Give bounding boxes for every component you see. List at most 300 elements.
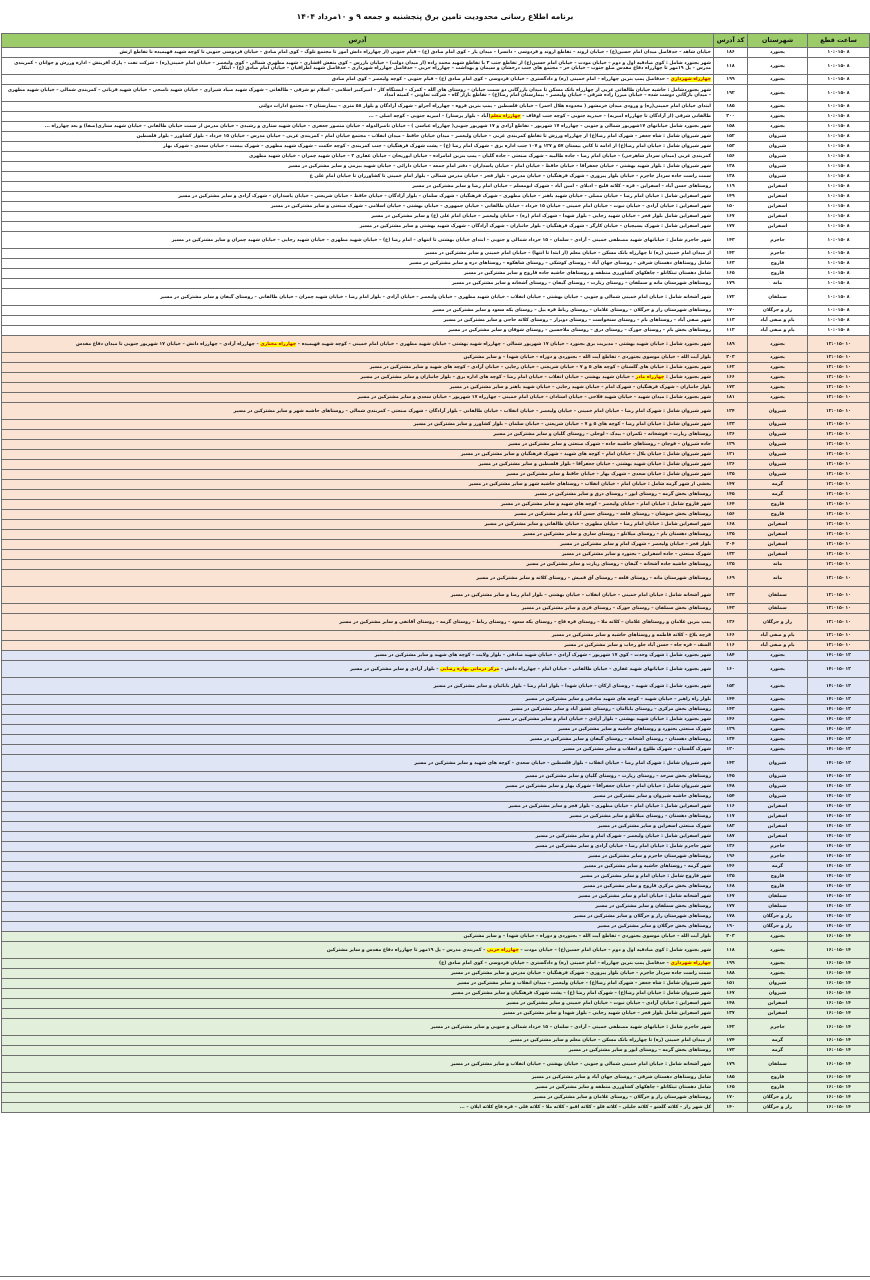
table-row (2, 1073, 870, 1083)
table-row (2, 822, 870, 832)
cell-city: راز و جرگلان (748, 1093, 808, 1103)
cell-time: ۱۲ -۱۴:۰۱۵ (808, 872, 870, 882)
cell-time: ۸ -۱۰:۰۱۵ (808, 58, 870, 75)
cell-address: روستاهای دهستان بام – روستای میلانلو – روستای ساری و سایر مشترکین در مسیر (2, 530, 714, 540)
cell-address: شهر جاجرم شامل : خیابان امام رضا – خیابان آزادی و سایر مشترکین در مسیر (2, 842, 714, 852)
table-row (2, 75, 870, 85)
table-row (2, 641, 870, 651)
cell-city: اسفراین (748, 999, 808, 1009)
cell-code: ۱۶۲ (714, 363, 748, 373)
cell-city: شیروان (748, 430, 808, 440)
cell-city: اسفراین (748, 832, 808, 842)
cell-code: ۱۸۸ (714, 969, 748, 979)
cell-time: ۱۲ -۱۴:۰۱۵ (808, 842, 870, 852)
cell-city: فاروج (748, 1083, 808, 1093)
cell-city: فاروج (748, 510, 808, 520)
table-row (2, 772, 870, 782)
cell-address: شهر اسفراین : خیابان آزادی – خیابان نبوت – خیابان امام خمینی – خیابان ۱۵ خرداد – خیابان طالقانی – خیابان جمهوری – خیابان بهشتی – خیابان اسلامی – شهرک صنعتی و سایر مشترکین در مسیر (2, 202, 714, 212)
cell-city: بجنورد (748, 695, 808, 705)
cell-code: ۱۵۱ (714, 979, 748, 989)
table-row (2, 510, 870, 520)
table-row (2, 989, 870, 999)
table-row (2, 1009, 870, 1019)
table-row (2, 802, 870, 812)
cell-address: شهر شیروان شامل : خیابان امام رضا – کوچه های ۵ و ۷ – خیابان شریعتی – خیابان سلمان – بلوار کشاورز و سایر مشترکین در مسیر (2, 420, 714, 430)
table-row (2, 112, 870, 122)
cell-code: ۱۴۶ (714, 715, 748, 725)
cell-code: ۱۴۰ (714, 1103, 748, 1113)
highlighted-text: مرکز درمانی بهاره رضایی (440, 666, 500, 672)
table-row (2, 892, 870, 902)
cell-address: شهر صفی آباد – روستاهای بام – روستای سنخواست – روستای دوبرار – روستای کلاته حاجی و سایر مشترکین در مسیر (2, 316, 714, 326)
cell-code: ۱۶۶ (714, 373, 748, 383)
cell-time: ۸ -۱۰:۰۱۵ (808, 152, 870, 162)
cell-time: ۱۲ -۱۴:۰۱۵ (808, 802, 870, 812)
cell-time: ۱۲ -۱۴:۰۱۵ (808, 912, 870, 922)
cell-time: ۱۰ -۱۲:۰۱۵ (808, 604, 870, 614)
cell-city: بام و صفی آباد (748, 641, 808, 651)
cell-address: شهر اسفراین شامل : خیابان امام – خیابان مطهری – بلوار فجر و سایر مشترکین در مسیر (2, 802, 714, 812)
cell-time: ۱۰ -۱۲:۰۱۵ (808, 430, 870, 440)
cell-city: شیروان (748, 450, 808, 460)
table-row (2, 1103, 870, 1113)
table-row (2, 403, 870, 420)
cell-time: ۸ -۱۰:۰۱۵ (808, 132, 870, 142)
cell-time: ۸ -۱۰:۰۱۵ (808, 75, 870, 85)
cell-address: شهر بجنورد شامل : شهرک شهید – روستای ارکان – خیابان شهدا – بلوار امام رضا – بلوار بابائیان و سایر مشترکین در مسیر (2, 678, 714, 695)
cell-address: روستاهای دهستان – روستای میلانلو و سایر مشترکین در مسیر (2, 812, 714, 822)
cell-city: بجنورد (748, 745, 808, 755)
cell-code: ۱۳۵ (714, 872, 748, 882)
cell-code: ۱۶۵ (714, 1083, 748, 1093)
table-row (2, 212, 870, 222)
cell-code: ۱۴۲ (714, 755, 748, 772)
cell-code: ۱۳۳ (714, 587, 748, 604)
cell-city: اسفراین (748, 192, 808, 202)
cell-code: ۱۷۷ (714, 222, 748, 232)
cell-code: ۱۲۶ (714, 460, 748, 470)
cell-address: قرچه بلاغ – کلاته فاطمه و روستاهای حاشیه و سایر مشترکین در مسیر (2, 631, 714, 641)
table-row (2, 735, 870, 745)
cell-city: سملقان (748, 604, 808, 614)
cell-code: ۱۱۳ (714, 316, 748, 326)
cell-time: ۱۲ -۱۴:۰۱۵ (808, 745, 870, 755)
table-row (2, 614, 870, 631)
cell-address: شهرک صنعتی بجنورد و روستاهای حاشیه و سایر مشترکین در مسیر (2, 725, 714, 735)
cell-time: ۱۰ -۱۲:۰۱۵ (808, 530, 870, 540)
cell-city: بجنورد (748, 959, 808, 969)
cell-time: ۸ -۱۰:۰۱۵ (808, 249, 870, 259)
cell-time: ۱۰ -۱۲:۰۱۵ (808, 570, 870, 587)
table-row (2, 755, 870, 772)
cell-city: شیروان (748, 772, 808, 782)
table-row (2, 152, 870, 162)
highlighted-text: چهارراه معلم (490, 114, 521, 119)
cell-time: ۱۰ -۱۲:۰۱۵ (808, 500, 870, 510)
cell-city: جاجرم (748, 1019, 808, 1036)
cell-city: شیروان (748, 989, 808, 999)
cell-address: روستاهای زیارت – قوشخانه – تکمران – بیدک – لوجلی – روستای گلیان و سایر مشترکین در مسیر (2, 430, 714, 440)
cell-address: روستاهای حسن آباد – اسفراین – قره – کلاته قلیچ – ادبلای – امین آباد – شهرک ابومسلم – خیابان امام رضا و سایر مشترکین در مسیر (2, 182, 714, 192)
cell-address: روستاهای شهرستان مانه – روستای قلعه – روستای آق قمیش – روستای کلاته و سایر مشترکین در مسیر (2, 570, 714, 587)
cell-city: اسفراین (748, 1009, 808, 1019)
cell-time: ۱۰ -۱۲:۰۱۵ (808, 363, 870, 373)
cell-address: شامل دهستان تیتکانلو – چاهکهای کشاورزی منطقه و سایر مشترکین در مسیر (2, 1083, 714, 1093)
cell-address: روستاهای بخش گرمه – روستای ایور – روستای درق و سایر مشترکین در مسیر (2, 490, 714, 500)
table-row (2, 852, 870, 862)
cell-city: بجنورد (748, 353, 808, 363)
cell-code: ۱۸۷ (714, 832, 748, 842)
cell-code: ۱۳۸ (714, 162, 748, 172)
table-row (2, 725, 870, 735)
cell-time: ۸ -۱۰:۰۱۵ (808, 85, 870, 102)
cell-city: شیروان (748, 979, 808, 989)
cell-time: ۱۴ -۱۶:۰۱۵ (808, 1009, 870, 1019)
cell-city: بجنورد (748, 661, 808, 678)
cell-time: ۱۰ -۱۲:۰۱۵ (808, 614, 870, 631)
cell-address: روستاهای شهرستان جاجرم و سایر مشترکین در مسیر (2, 852, 714, 862)
cell-address: روستاهای شهرستان راز و جرگلان – روستای غلامان – روستای رباط قره بیل – روستای یکه سعود و سایر مشترکین در مسیر (2, 306, 714, 316)
table-row (2, 969, 870, 979)
cell-address: شامل روستاهای دهستان شرقی – روستای جهان آباد – روستای کوشکی – روستای شاهکوه – روستاهای دره و سایر مشترکین در مسیر (2, 259, 714, 269)
table-row (2, 279, 870, 289)
cell-code: ۱۲۹ (714, 725, 748, 735)
cell-address: طالقانی شرقی (از آزادگان تا چهارراه امیریه) – حیدریه جنوبی – کوچه جنب اوقاف – چهارراه معلم(آباد – بلوار پرستار) – امیریه جنوبی – کوچه اصلی – ... (2, 112, 714, 122)
cell-code: ۱۷۰ (714, 1093, 748, 1103)
cell-city: اسفراین (748, 540, 808, 550)
cell-city: بجنورد (748, 102, 808, 112)
cell-city: شیروان (748, 470, 808, 480)
table-row (2, 353, 870, 363)
cell-address: سمت راست جاده سردار جاجرم – خیابان بلوار پیروزی – شهرک فرهنگیان – خیابان مدرس و سایر مشترکین در مسیر (2, 969, 714, 979)
cell-city: مانه (748, 279, 808, 289)
cell-time: ۱۴ -۱۶:۰۱۵ (808, 999, 870, 1009)
cell-time: ۱۴ -۱۶:۰۱۵ (808, 1073, 870, 1083)
cell-code: ۱۴۵ (714, 490, 748, 500)
cell-code: ۱۹۶ (714, 852, 748, 862)
table-row (2, 932, 870, 942)
table-row (2, 172, 870, 182)
table-row (2, 249, 870, 259)
cell-code: ۱۷۲ (714, 289, 748, 306)
table-header-row (2, 34, 870, 48)
table-row (2, 289, 870, 306)
cell-time: ۱۰ -۱۲:۰۱۵ (808, 560, 870, 570)
cell-address: چهارراه شهرداری – حدفاصل پمپ بنزین چهارراه – امام خمینی (ره) و دادگستری – خیابان فردوسی – کوی امام صادق (ع) – قیام جنوبی – کوچه ولیعصر – کوی امام صادق (2, 75, 714, 85)
cell-city: شیروان (748, 172, 808, 182)
cell-time: ۸ -۱۰:۰۱۵ (808, 232, 870, 249)
header-address: آدرس (2, 34, 714, 48)
table-row (2, 1093, 870, 1103)
cell-time: ۸ -۱۰:۰۱۵ (808, 316, 870, 326)
cell-address: کمربندی غربی (میدان سردار شاهرخی) – خیابان امام رضا – جاده طالبیه – شهرک صنعتی – جاده گلیان – پمپ بنزین امامزاده – خیابان ابوریحان – خیابان غفاری ۲ – خیابان شهید چمران – خیابان شهید مطهری (2, 152, 714, 162)
cell-address: روستاهای بخش سرحد – روستای زیارت – روستای گلیان و سایر مشترکین در مسیر (2, 772, 714, 782)
cell-time: ۱۴ -۱۶:۰۱۵ (808, 942, 870, 959)
cell-address: از میدان امام خمینی (ره) تا چهارراه بانک مسکن – خیابان معلم و سایر مشترکین در مسیر (2, 1036, 714, 1046)
cell-city: مانه (748, 560, 808, 570)
cell-code: ۱۶۳ (714, 259, 748, 269)
cell-code: ۱۸۵ (714, 1073, 748, 1083)
cell-city: جاجرم (748, 842, 808, 852)
cell-code: ۱۱۸ (714, 58, 748, 75)
table-row (2, 959, 870, 969)
cell-city: اسفراین (748, 520, 808, 530)
table-row (2, 1019, 870, 1036)
cell-code: ۱۵۶ (714, 152, 748, 162)
cell-code: ۱۳۷ (714, 1009, 748, 1019)
table-row (2, 745, 870, 755)
table-row (2, 832, 870, 842)
cell-city: بجنورد (748, 48, 808, 58)
cell-city: بجنورد (748, 58, 808, 75)
cell-address: روستاهای بخش جرگلان و سایر مشترکین در مسیر (2, 922, 714, 932)
cell-address: شهر شیروان شامل : خیابان شهید بهشتی – خیابان جعفرآقا – بلوار فلسطین و سایر مشترکین در مسیر (2, 460, 714, 470)
table-row (2, 132, 870, 142)
cell-address: شهر فاروج شامل : خیابان امام و سایر مشترکین در مسیر (2, 872, 714, 882)
table-row (2, 872, 870, 882)
cell-code: ۱۱۷ (714, 812, 748, 822)
table-row (2, 902, 870, 912)
cell-code: ۱۶۷ (714, 892, 748, 902)
cell-time: ۸ -۱۰:۰۱۵ (808, 122, 870, 132)
cell-city: گرمه (748, 1046, 808, 1056)
cell-time: ۱۴ -۱۶:۰۱۵ (808, 1046, 870, 1056)
cell-time: ۱۲ -۱۴:۰۱۵ (808, 822, 870, 832)
cell-address: کل شهر راز – کلاته گلشو – کلاته خلیلی – کلاته قلو – کلاته اقبو – کلاته ملا – کلاته قلی – قره قاچ کلاته ایلان – ... (2, 1103, 714, 1113)
table-row (2, 373, 870, 383)
cell-code: ۱۴۷ (714, 480, 748, 490)
cell-code: ۱۴۶ (714, 862, 748, 872)
table-row (2, 661, 870, 678)
cell-code: ۱۷۹ (714, 1056, 748, 1073)
table-row (2, 162, 870, 172)
cell-city: گرمه (748, 480, 808, 490)
cell-time: ۱۲ -۱۴:۰۱۵ (808, 705, 870, 715)
cell-code: ۱۴۹ (714, 192, 748, 202)
cell-code: ۱۱۲ (714, 326, 748, 336)
cell-time: ۸ -۱۰:۰۱۵ (808, 259, 870, 269)
cell-city: بجنورد (748, 373, 808, 383)
cell-city: فاروج (748, 500, 808, 510)
cell-time: ۱۴ -۱۶:۰۱۵ (808, 1083, 870, 1093)
cell-address: شهر اسفراین شامل : شهرک بسیجیان – خیابان کارگر – شهرک فرهنگیان – بلوار جانبازان – شهرک آزادگان – شهرک شهید بهشتی و سایر مشترکین در مسیر (2, 222, 714, 232)
table-bottom-rule (0, 1276, 870, 1277)
cell-code: ۱۶۷ (714, 989, 748, 999)
cell-address: شهر شیروان شامل : شهرک امام رضا – خیابان امام خمینی – خیابان ولیعصر – خیابان انقلاب – خیابان طالقانی – بلوار آزادگان – شهرک صنعتی – کمربندی شمالی – روستاهای حاشیه شهر و سایر مشترکین در مسیر (2, 403, 714, 420)
cell-time: ۱۲ -۱۴:۰۱۵ (808, 852, 870, 862)
cell-address: شهر شیروان شامل : خیابان امام رضا(ع) – شهرک امام رضا (ع) – پشت شهرک فرهنگیان و سایر مشترکین در مسیر (2, 989, 714, 999)
cell-time: ۱۰ -۱۲:۰۱۵ (808, 631, 870, 641)
table-row (2, 922, 870, 932)
table-row (2, 48, 870, 58)
cell-city: سملقان (748, 902, 808, 912)
cell-city: بام و صفی آباد (748, 631, 808, 641)
cell-city: بجنورد (748, 75, 808, 85)
cell-address: خیابان شاهد – حدفاصل میدان امام حسین(ع) – خیابان اروند – تقاطع اروند و فردوسی – دانسرا – میدان یار – کوی امام صادق (ع) – قیام جنوبی (از چهارراه دانش آموز تا مجتمع تلوگ – کوی امام صادق – خیابان فردوسی جنوبی تا کوچه شهید فهیمیده تا تقاطع ارتش (2, 48, 714, 58)
cell-city: فاروج (748, 1073, 808, 1083)
cell-city: بجنورد (748, 651, 808, 661)
cell-address: شهر اسفراین شامل : خیابان امام رضا – خیابان مصلی – خیابان شهید باهنر – خیابان مطهری – شهرک فرهنگیان – شهرک سلمان – بلوار آزادگان – خیابان حافظ – خیابان شریعتی – خیابان پاسداران – شهرک آزادی و سایر مشترکین در مسیر (2, 192, 714, 202)
cell-code: ۱۵۲ (714, 132, 748, 142)
cell-address: بلوار فجر – خیابان ولیعصر – شهرک امام و سایر مشترکین در مسیر (2, 540, 714, 550)
page-title: برنامه اطلاع رسانی محدودیت تامین برق پنجشنبه و جمعه ۹ و ۱۰مرداد ۱۴۰۴ (296, 12, 574, 21)
cell-city: جاجرم (748, 232, 808, 249)
cell-code: ۱۴۲ (714, 1019, 748, 1036)
cell-address: شهر اسفراین شامل : خیابان امام رضا – خیابان مطهری – خیابان طالقانی و سایر مشترکین در مسیر (2, 520, 714, 530)
table-row (2, 393, 870, 403)
cell-time: ۸ -۱۰:۰۱۵ (808, 222, 870, 232)
cell-time: ۱۲ -۱۴:۰۱۵ (808, 755, 870, 772)
table-row (2, 842, 870, 852)
cell-address: شهر شیروان شامل : بلوار شهید بهشتی – خیابان جعفرآقا – خیابان حافظ – خیابان امام – خیابان پاسداران – دفتر امام جمعه – خیابان دارائی – خیابان شهید بیرمی و سایر مشترکین در مسیر (2, 162, 714, 172)
table-row (2, 480, 870, 490)
table-row (2, 85, 870, 102)
table-row (2, 540, 870, 550)
cell-city: اسفراین (748, 550, 808, 560)
cell-code: ۱۹۹ (714, 959, 748, 969)
cell-address: شهر آشخانه شامل : خیابان امام خمینی – خیابان انقلاب – خیابان بهشتی – بلوار امام رضا و سایر مشترکین در مسیر (2, 587, 714, 604)
cell-time: ۱۲ -۱۴:۰۱۵ (808, 725, 870, 735)
cell-time: ۱۰ -۱۲:۰۱۵ (808, 460, 870, 470)
cell-time: ۸ -۱۰:۰۱۵ (808, 306, 870, 316)
table-row (2, 862, 870, 872)
cell-address: روستاهای شهرستان مانه و سملقان – روستای زیارت – روستای گیفان – روستای آشخانه و سایر مشترکین در مسیر (2, 279, 714, 289)
cell-city: بجنورد (748, 932, 808, 942)
cell-time: ۱۰ -۱۲:۰۱۵ (808, 403, 870, 420)
cell-address: شهر بجنورد شامل : شهرک وحدت – کوی ۱۷ شهریور – شهرک آزادی – خیابان شهید صادقی – بلوار ولایت – کوچه های شهید و سایر مشترکین در مسیر (2, 651, 714, 661)
cell-time: ۱۴ -۱۶:۰۱۵ (808, 989, 870, 999)
cell-city: راز و جرگلان (748, 1103, 808, 1113)
table-row (2, 470, 870, 480)
cell-address: شهر جاجرم شامل : خیابانهای شهید مصطفی خمینی – آزادی – سلمان – ۱۵ خرداد شمالی و جنوبی – ابتدای خیابان بهشتی تا انتهای – امام رضا (ع) – خیابان شهید مطهری – خیابان شهید رجایی – خیابان شهید چمران و سایر مشترکین در مسیر (2, 232, 714, 249)
cell-time: ۱۴ -۱۶:۰۱۵ (808, 1019, 870, 1036)
cell-code: ۱۵۳ (714, 142, 748, 152)
header-code: کد آدرس (714, 34, 748, 48)
cell-code: ۱۸۵ (714, 102, 748, 112)
cell-code: ۱۷۴ (714, 1036, 748, 1046)
cell-code: ۱۷۷ (714, 902, 748, 912)
table-row (2, 782, 870, 792)
cell-code: ۱۷۰ (714, 306, 748, 316)
table-row (2, 222, 870, 232)
cell-address: روستاهای بخش بام – روستای جوزک – روستای درق – روستای ملاحسین – روستای شوقان و سایر مشترکین در مسیر (2, 326, 714, 336)
cell-city: بجنورد (748, 85, 808, 102)
cell-city: راز و جرگلان (748, 614, 808, 631)
cell-time: ۱۴ -۱۶:۰۱۵ (808, 1056, 870, 1073)
cell-address: شهر بجنورد شامل : خیابانهای شهید غفاری – خیابان طالقانی – خیابان امام – چهارراه دانش – مرکز درمانی بهاره رضایی – بلوار آزادی و سایر مشترکین در مسیر (2, 661, 714, 678)
cell-code: ۱۷۹ (714, 279, 748, 289)
table-row (2, 202, 870, 212)
table-row (2, 1036, 870, 1046)
cell-code: ۱۶۵ (714, 269, 748, 279)
cell-address: شهر اسفراین : خیابان آزادی – خیابان نبوت – خیابان امام خمینی و سایر مشترکین در مسیر (2, 999, 714, 1009)
cell-time: ۱۰ -۱۲:۰۱۵ (808, 470, 870, 480)
table-row (2, 430, 870, 440)
table-row (2, 1083, 870, 1093)
cell-city: شیروان (748, 782, 808, 792)
cell-address: شهر شیروان شامل : شاه جعفر – شهرک امام رضا(ع) – خیابان ولیعصر – میدان انقلاب و سایر مشترکین در مسیر (2, 979, 714, 989)
cell-code: ۱۴۵ (714, 772, 748, 782)
table-row (2, 420, 870, 430)
cell-code: ۱۲۱ (714, 450, 748, 460)
cell-code: ۱۴۳ (714, 604, 748, 614)
cell-address: شهر بجنورد شامل : چهارراه مادر – خیابان شهید بهشتی – خیابان انقلاب – خیابان امام رضا – کوچه های اداره برق – بلوار جانبازان و سایر مشترکین در مسیر (2, 373, 714, 383)
table-row (2, 58, 870, 75)
cell-city: شیروان (748, 162, 808, 172)
cell-city: اسفراین (748, 530, 808, 540)
cell-city: بجنورد (748, 942, 808, 959)
cell-time: ۸ -۱۰:۰۱۵ (808, 192, 870, 202)
cell-address: شهر آشخانه شامل : خیابان امام و سایر مشترکین در مسیر (2, 892, 714, 902)
table-row (2, 550, 870, 560)
cell-time: ۱۴ -۱۶:۰۱۵ (808, 979, 870, 989)
cell-address: شهرک گلستان – شهرک طلوع و انقلاب و سایر مشترکین در مسیر (2, 745, 714, 755)
cell-city: فاروج (748, 872, 808, 882)
cell-code: ۱۶۰ (714, 661, 748, 678)
cell-code: ۱۷۳ (714, 383, 748, 393)
cell-address: شهر بجنورد شامل : خیابان شهید بهشتی – مدیریت برق بجنورد – خیابان ۱۷ شهریور شمالی – چهارراه شهید بهشتی – خیابان شهید مطهری – خیابان امام خمینی – کوچه شهید فهیمیده – چهارراه مختاری – چهارراه آزادی – چهارراه دانش – خیابان ۱۷ شهریور جنوبی تا میدان دفاع مقدس (2, 336, 714, 353)
cell-time: ۸ -۱۰:۰۱۵ (808, 212, 870, 222)
cell-time: ۱۰ -۱۲:۰۱۵ (808, 393, 870, 403)
cell-city: بجنورد (748, 725, 808, 735)
cell-time: ۱۲ -۱۴:۰۱۵ (808, 792, 870, 802)
cell-time: ۱۲ -۱۴:۰۱۵ (808, 661, 870, 678)
cell-code: ۱۱۸ (714, 942, 748, 959)
table-row (2, 1056, 870, 1073)
table-row (2, 560, 870, 570)
cell-address: از میدان امام خمینی (ره) تا چهارراه بانک مسکن – خیابان معلم (از ابتدا تا انتها) – خیابان امام خمینی و سایر مشترکین در مسیر (2, 249, 714, 259)
cell-code: ۱۳۶ (714, 614, 748, 631)
cell-city: بجنورد (748, 393, 808, 403)
highlighted-text: چهارراه شهرداری (670, 77, 711, 82)
cell-time: ۱۲ -۱۴:۰۱۵ (808, 862, 870, 872)
cell-time: ۱۴ -۱۶:۰۱۵ (808, 1093, 870, 1103)
cell-time: ۱۲ -۱۴:۰۱۵ (808, 882, 870, 892)
cell-time: ۱۲ -۱۴:۰۱۵ (808, 832, 870, 842)
cell-address: روستاهای شهرستان راز و جرگلان و سایر مشترکین در مسیر (2, 912, 714, 922)
cell-time: ۱۰ -۱۲:۰۱۵ (808, 490, 870, 500)
cell-address: روستاهای بخش خبوشان – روستای قلعه – روستای حسن آباد و سایر مشترکین در مسیر (2, 510, 714, 520)
cell-time: ۱۲ -۱۴:۰۱۵ (808, 715, 870, 725)
cell-time: ۱۰ -۱۲:۰۱۵ (808, 550, 870, 560)
cell-code: ۱۵۸ (714, 122, 748, 132)
table-body (2, 48, 870, 1113)
cell-time: ۸ -۱۰:۰۱۵ (808, 269, 870, 279)
cell-city: سملقان (748, 892, 808, 902)
cell-time: ۱۰ -۱۲:۰۱۵ (808, 440, 870, 450)
cell-city: بجنورد (748, 336, 808, 353)
cell-time: ۱۲ -۱۴:۰۱۵ (808, 678, 870, 695)
cell-address: بلوار آیت الله – خیابان موسوی بجنوردی – تقاطع آیت الله – بجنوردی و دوراه – خیابان شهدا – و سایر مشترکین (2, 353, 714, 363)
table-row (2, 999, 870, 1009)
table-row (2, 651, 870, 661)
cell-city: شیروان (748, 755, 808, 772)
cell-address: بلوار آیت الله – خیابان موسوی بجنوردی – تقاطع آیت الله – بجنوردی و دوراه – خیابان شهدا – و سایر مشترکین (2, 932, 714, 942)
cell-time: ۱۰ -۱۲:۰۱۵ (808, 587, 870, 604)
cell-city: شیروان (748, 792, 808, 802)
cell-address: شامل روستاهای دهستان شرقی – روستای جهان آباد و سایر مشترکین در مسیر (2, 1073, 714, 1083)
cell-address: شهر بجنورد شامل خیابانهای ۱۷شهریور شمالی و جنوبی – چهارراه ۱۷ شهریور – تقاطع آزادی و ۱۷ شهریور جنوبی( چهارراه عباسی ) – خیابان ناصرالدوله – خیابان منصور جعفری – خیابان شهید ستاری و رشیدی – خیابان مدرس از سمت خیابان طالقانی – خیابان شهید ستاری(صفا) و بعد چهارراه ... (2, 122, 714, 132)
table-row (2, 102, 870, 112)
table-row (2, 705, 870, 715)
highlighted-text: چهارراه مختاری (260, 341, 297, 347)
table-row (2, 316, 870, 326)
cell-city: فاروج (748, 882, 808, 892)
table-row (2, 450, 870, 460)
cell-address: شهر شیروان شامل : شهرک امام رضا – خیابان انقلاب – بلوار فلسطین – خیابان سعدی – کوچه های شهید و سایر مشترکین در مسیر (2, 755, 714, 772)
cell-code: ۲۰۰ (714, 112, 748, 122)
cell-address: بخشی از شهر گرمه شامل : خیابان امام – خیابان انقلاب – روستاهای حاشیه شهر و سایر مشترکین در مسیر (2, 480, 714, 490)
